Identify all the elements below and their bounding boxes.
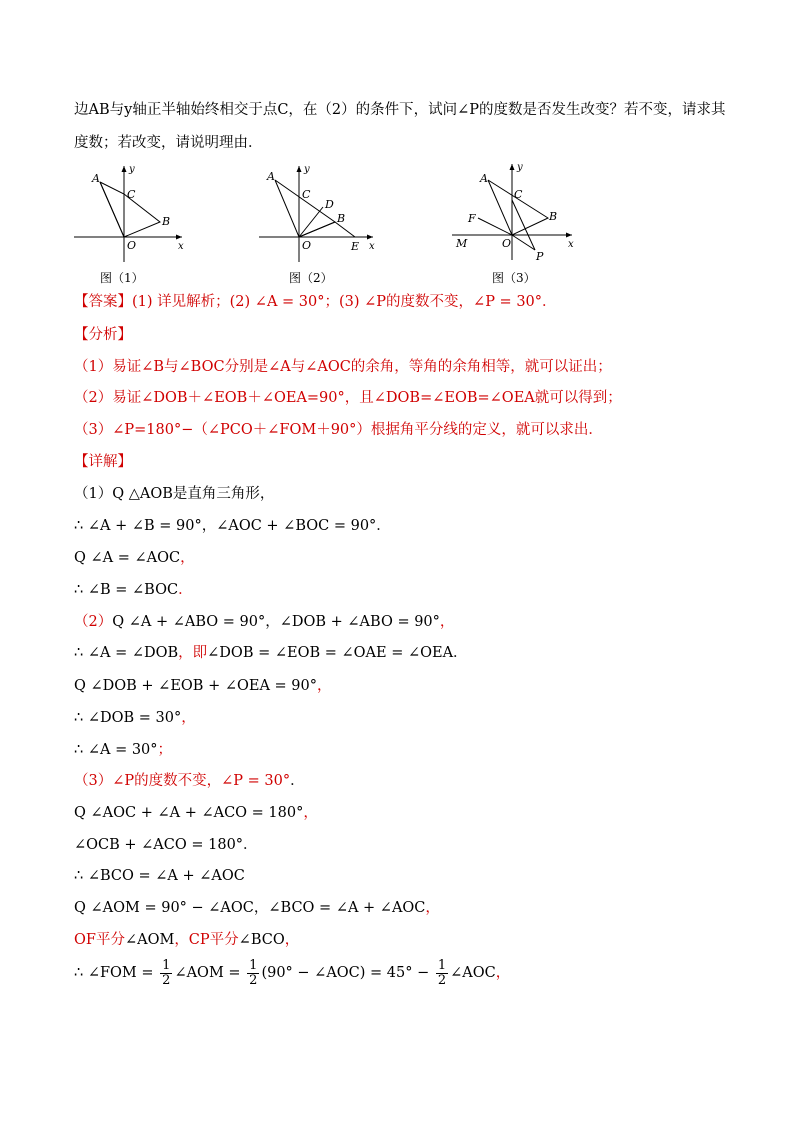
answer-tag: 【答案】 [74, 294, 132, 310]
detail-l15-c: ，CP平分 [174, 932, 239, 948]
detail-l14-punct: ， [425, 900, 440, 916]
detail-line-11 [74, 803, 318, 823]
detail-l10-end: ． [290, 773, 305, 789]
analysis-p2: （2）易证∠DOB＋∠EOB＋∠OEA=90°，且∠DOB=∠EOB=∠OEA就可以得到； [74, 390, 622, 406]
fig1-label-O: O [127, 239, 137, 252]
detail-l1: （1）Q △AOB是直角三角形， [74, 486, 275, 502]
detail-line-16 [74, 956, 510, 990]
fraction-half-2: $\frac{1}{2}$ [249, 957, 258, 988]
figure-2 [255, 160, 385, 290]
detail-l16-b: ∠AOM = [174, 965, 241, 981]
fig1-label-A: A [92, 172, 100, 185]
fraction-half-3: $\frac{1}{2}$ [437, 957, 447, 988]
detail-l7: Q ∠DOB + ∠EOB + ∠OEA = 90° [74, 678, 317, 694]
fig2-label-D: D [325, 198, 334, 211]
detail-line-4 [74, 580, 193, 600]
detail-line-9 [74, 740, 172, 760]
fig3-label-P: P [536, 250, 544, 263]
detail-tag: 【详解】 [74, 454, 132, 470]
detail-line-3 [74, 548, 195, 568]
fig3-label-C: C [514, 188, 523, 201]
detail-l3-punct: ， [180, 550, 195, 566]
fig1-label-y: y [129, 164, 135, 175]
detail-l8-punct: ， [181, 710, 196, 726]
detail-l4: ∴ ∠B = ∠BOC [74, 582, 179, 598]
analysis-p3: （3）∠P=180°−（∠PCO＋∠FOM＋90°）根据角平分线的定义，就可以求出． [74, 422, 603, 438]
answer-text: (1) 详见解析；(2) ∠A = 30°；(3) ∠P的度数不变，∠P = 30°． [132, 294, 557, 310]
figures [70, 160, 590, 290]
fig3-label-x: x [568, 239, 574, 250]
detail-l5-punct: ， [439, 614, 455, 630]
detail-line-14 [74, 898, 440, 918]
intro-line-1: 边AB与y轴正半轴始终相交于点C，在（2）的条件下，试问∠P的度数是否发生改变？若不变，请求其 [74, 102, 726, 118]
detail-l6-end: ． [453, 645, 468, 661]
detail-l16-a: ∴ ∠FOM = [74, 965, 154, 981]
detail-l11: Q ∠AOC + ∠A + ∠ACO = 180° [74, 805, 304, 821]
detail-l7-punct: ， [317, 678, 332, 694]
detail-line-8 [74, 708, 196, 728]
detail-l14: Q ∠AOM = 90° − ∠AOC，∠BCO = ∠A + ∠AOC [74, 900, 426, 916]
detail-l11-punct: ， [303, 805, 318, 821]
detail-l5-prefix: （2） [74, 614, 113, 630]
fraction-half-1: $\frac{1}{2}$ [162, 957, 171, 988]
fig3-label-F: F [468, 212, 476, 225]
fig3-label-y: y [517, 162, 523, 173]
detail-l6-b: ∠DOB = ∠EOB = ∠OAE = ∠OEA [207, 645, 454, 661]
detail-line-12: ∠OCB + ∠ACO = 180°． [74, 837, 258, 853]
detail-l5: Q ∠A + ∠ABO = 90°，∠DOB + ∠ABO = 90° [112, 614, 440, 630]
detail-l15-e: ， [284, 932, 300, 948]
fig1-label-x: x [178, 241, 184, 252]
detail-line-5 [74, 612, 454, 632]
detail-l9-punct: ； [157, 742, 173, 758]
fig2-label-O: O [302, 239, 312, 252]
detail-l9: ∴ ∠A = 30° [74, 742, 158, 758]
analysis-p1: （1）易证∠B与∠BOC分别是∠A与∠AOC的余角，等角的余角相等，就可以证出； [74, 359, 612, 375]
detail-l3: Q ∠A = ∠AOC [74, 550, 181, 566]
detail-line-1 [74, 484, 274, 504]
detail-l15-b: ∠AOM [124, 932, 175, 948]
detail-line-15 [74, 930, 299, 950]
detail-line-2: ∴ ∠A + ∠B = 90°，∠AOC + ∠BOC = 90°． [74, 518, 391, 534]
detail-line-6 [74, 643, 468, 663]
fig2-label-x: x [369, 241, 375, 252]
fig2-label-E: E [351, 240, 360, 253]
fig3-label-O: O [502, 237, 512, 250]
fig2-caption: 图（2） [289, 271, 333, 285]
detail-l15-a: OF平分 [74, 932, 125, 948]
detail-l6-a: ∴ ∠A = ∠DOB [74, 645, 179, 661]
intro-line-2: 度数；若改变，请说明理由． [74, 135, 263, 151]
fig2-label-C: C [302, 188, 311, 201]
analysis-tag: 【分析】 [74, 327, 132, 343]
detail-l15-d: ∠BCO [238, 932, 285, 948]
fig2-label-A: A [267, 170, 275, 183]
detail-line-10 [74, 771, 305, 791]
fig1-caption: 图（1） [100, 271, 144, 285]
fig3-label-M: M [456, 237, 468, 250]
detail-line-13: ∴ ∠BCO = ∠A + ∠AOC [74, 868, 245, 884]
fig3-label-A: A [480, 172, 488, 185]
fig3-label-B: B [549, 210, 558, 223]
figure-1 [70, 160, 190, 290]
fig2-label-y: y [304, 164, 310, 175]
detail-l16-d: ∠AOC [450, 965, 496, 981]
fig1-label-B: B [162, 215, 171, 228]
fig2-label-B: B [337, 212, 346, 225]
fig1-label-C: C [127, 188, 136, 201]
detail-l10: （3）∠P的度数不变，∠P = 30° [74, 773, 291, 789]
detail-l8: ∴ ∠DOB = 30° [74, 710, 182, 726]
answer-line [74, 292, 557, 312]
detail-l16-c: (90° − ∠AOC) = 45° − [261, 965, 430, 981]
detail-l16-punct: ， [495, 965, 511, 981]
figure-3 [448, 160, 583, 290]
detail-l6-ji: ，即 [178, 645, 208, 661]
detail-l4-punct: ． [178, 582, 193, 598]
fig3-caption: 图（3） [492, 271, 536, 285]
detail-line-7 [74, 676, 332, 696]
